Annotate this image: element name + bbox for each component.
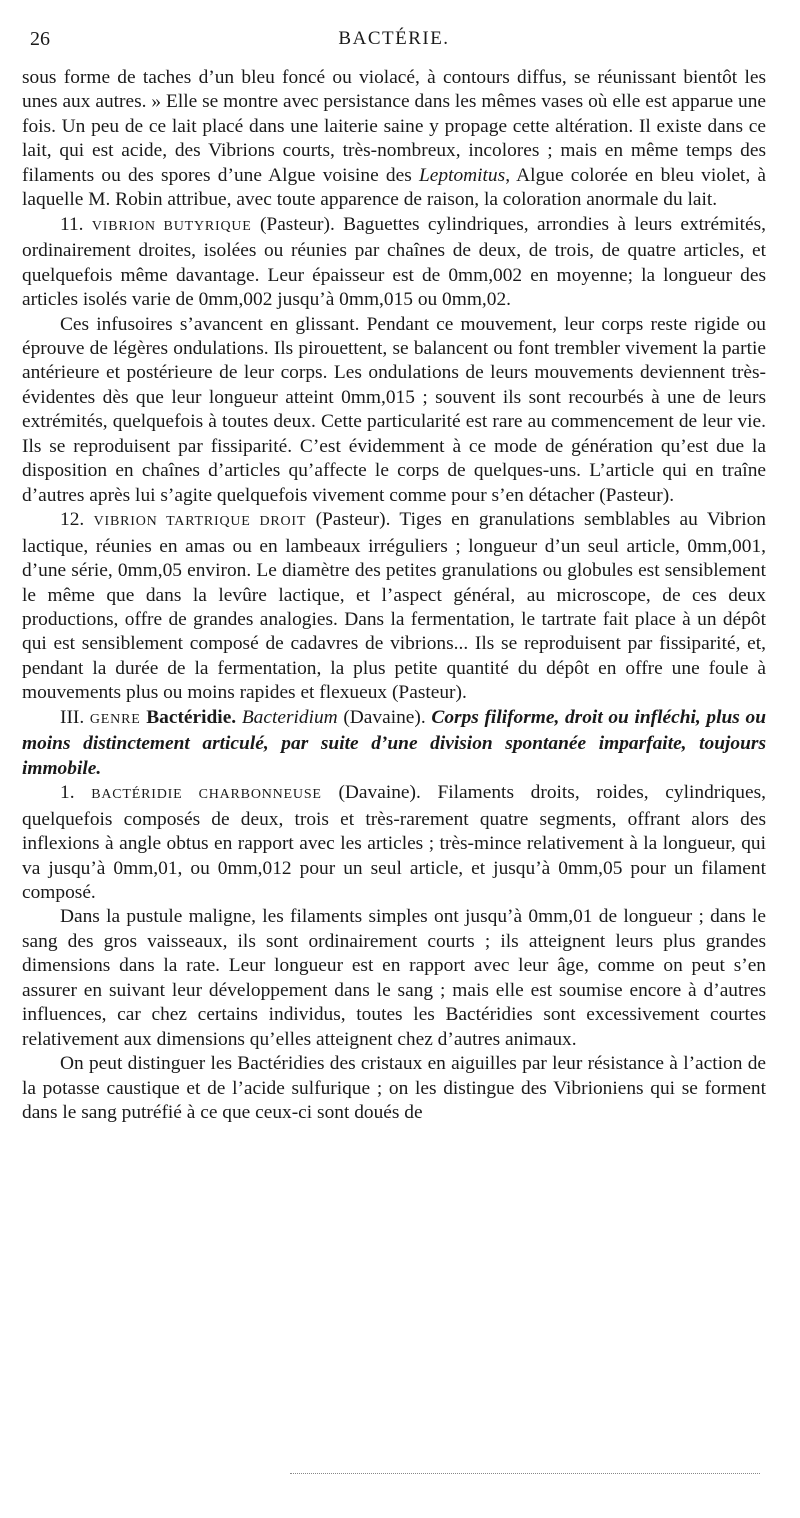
book-page <box>22 28 766 1125</box>
genus-latin: Bacteridium <box>241 706 338 728</box>
paragraph-continued: sous forme de taches d’un bleu foncé ou violacé, à contours diffus, se réunissant bientôt les unes aux autres. » Elle se montre avec persistance dans les mêmes vases où elle est apparue une fois. Un peu de ce lait placé dans une laiterie saine y propage cette altération. Il existe dans ce lait, qui est acide, des Vibrions courts, très-nombreux, incolores ; mais en même temps des filaments ou des spores d’une Algue voisine des Leptomitus, Algue colorée en bleu violet, à laquelle M. Robin attribue, avec toute apparence de raison, la coloration anormale du lait. <box>22 67 766 211</box>
genre-label: GENRE <box>89 711 141 727</box>
page-header <box>22 28 766 58</box>
paragraph-distinction: On peut distinguer les Bactéridies des cristaux en aiguilles par leur résistance à l’action de la potasse caustique et de l’acide sulfurique ; on les distingue des Vibrioniens qui se forment dans le sang putréfié à ce que ceux-ci sont doués de <box>22 1053 766 1124</box>
genus-definition: Corps filiforme, droit ou infléchi, plus ou moins distinctement articulé, par suite d’une division spontanée imparfaite, toujours immobile. <box>22 706 766 779</box>
footer-rule <box>290 1473 760 1474</box>
body-text <box>22 66 766 1125</box>
paragraph-bacteridie-charbonneuse: 1. BACTÉRIDIE CHARBONNEUSE (Davaine). Filaments droits, roides, cylindriques, quelquefois composés de deux, trois et très-rarement quatre segments, offrant alors des inflexions à angle obtus en rapport avec les articles ; très-mince relativement à la longueur, qui va jusqu’à 0mm,01, ou 0mm,012 pour un seul article, et jusqu’à 0mm,05 pour un filament composé. <box>22 782 767 903</box>
species-name: BACTÉRIDIE CHARBONNEUSE <box>91 787 322 803</box>
genus-name: Bactéridie. <box>146 706 237 728</box>
paragraph-pustule-maligne: Dans la pustule maligne, les filaments simples ont jusqu’à 0mm,01 de longueur ; dans le sang des gros vaisseaux, ils sont ordinairement courts ; ils atteignent leurs plus grandes dimensions dans la rate. Leur longueur est en rapport avec leur âge, comme on peut s’en assurer en suivant leur développement dans le sang ; mais elle est soumise encore à d’autres influences, car chez certains individus, toutes les Bactéridies sont excessivement courtes relativement aux dimensions qu’elles atteignent chez d’autres animaux. <box>22 906 766 1050</box>
paragraph-genre-bacteridie: III. GENRE Bactéridie. Bacteridium (Davaine). Corps filiforme, droit ou infléchi, plus ou moins distinctement articulé, par suite d’une division spontanée imparfaite, toujours immobile. <box>22 706 766 779</box>
page-number: 26 <box>30 28 50 50</box>
paragraph-vibrion-tartrique: 12. VIBRION TARTRIQUE DROIT (Pasteur). Tiges en granulations semblables au Vibrion lactique, réunies en amas ou en lambeaux irréguliers ; longueur d’un seul article, 0mm,001, d’une série, 0mm,05 environ. Le diamètre des petites granulations ou globules est sensiblement le même que dans la levûre lactique, et l’aspect général, au microscope, de ces deux productions, offre de grandes analogies. Dans la fermentation, le tartrate fait place à un dépôt qui est sensiblement composé de cadavres de vibrions... Ils se reproduisent par fissiparité, et, pendant la durée de la fermentation, la plus petite quantité du dépôt en offre une foule à mouvements plus ou moins rapides et flexueux (Pasteur). <box>22 509 766 704</box>
species-name: VIBRION TARTRIQUE DROIT <box>93 514 307 530</box>
paragraph-infusoires: Ces infusoires s’avancent en glissant. Pendant ce mouvement, leur corps reste rigide ou éprouve de légères ondulations. Ils pirouettent, se balancent ou font trembler vivement la partie antérieure et postérieure de leur corps. Les ondulations de leurs mouvements deviennent très-évidentes dès que leur longueur atteint 0mm,015 ; souvent ils sont recourbés à une de leurs extrémités, quelquefois à toutes deux. Cette particularité est rare au commencement de leur vie. Ils se reproduisent par fissiparité. C’est évidemment à ce mode de génération qu’est due la disposition en chaînes d’articles qu’affecte le corps de quelques-uns. L’article qui en traîne d’autres après lui s’agite quelquefois vivement comme pour s’en détacher (Pasteur). <box>22 313 766 506</box>
taxon-leptomitus: Leptomitus <box>418 164 506 186</box>
paragraph-vibrion-butyrique: 11. VIBRION BUTYRIQUE (Pasteur). Baguettes cylindriques, arrondies à leurs extrémités, ordinairement droites, isolées ou réunies par chaînes de deux, de trois, de quatre articles, et quelquefois même davantage. Leur épaisseur est de 0mm,002 en moyenne; la longueur des articles isolés varie de 0mm,002 jusqu’à 0mm,015 ou 0mm,02. <box>22 213 766 311</box>
running-title: BACTÉRIE. <box>338 28 450 49</box>
species-name: VIBRION BUTYRIQUE <box>91 218 252 234</box>
